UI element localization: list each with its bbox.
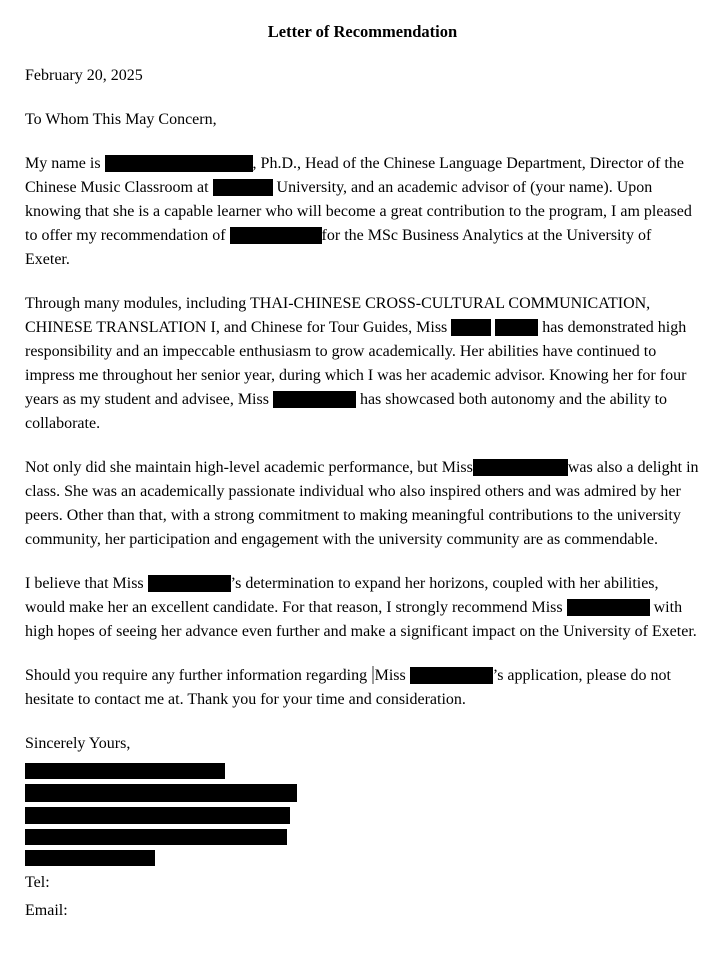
signature-redaction-bar	[25, 763, 225, 779]
paragraph	[25, 664, 700, 712]
text-segment: Through many modules, including THAI-CHINESE CROSS-CULTURAL COMMUNICATION, CHINESE TRANSLATION I, and Chinese for Tour Guides, Miss	[25, 295, 651, 336]
text-segment: Not only did she maintain high-level academic performance, but Miss	[25, 459, 473, 476]
redaction-bar	[148, 575, 231, 592]
letter-date: February 20, 2025	[25, 67, 143, 84]
text-segment: My name is	[25, 155, 105, 172]
text-segment: with high hopes of seeing her advance even further and make a significant impact on the University of Exeter.	[25, 599, 697, 640]
paragraph	[25, 152, 700, 272]
text-segment: for the MSc Business Analytics at the University of Exeter.	[25, 227, 652, 268]
paragraph	[25, 572, 700, 644]
letter-title: Letter of Recommendation	[267, 22, 458, 41]
redaction-bar	[273, 391, 356, 408]
text-segment: ’s application, please do not hesitate to contact me at. Thank you for your time and consideration.	[25, 667, 671, 708]
letter-body	[25, 152, 700, 712]
text-segment: was also a delight in class. She was an academically passionate individual who also inspired others and was admired by her peers. Other than that, with a strong commitment to making meaningful contributions to the university community, her participation and engagement with the university community are as commendable.	[25, 459, 699, 548]
redaction-bar	[451, 319, 491, 336]
text-segment: has showcased both autonomy and the ability to collaborate.	[25, 391, 668, 432]
redaction-bar	[230, 227, 322, 244]
text-segment: I believe that Miss	[25, 575, 148, 592]
signature-redaction-bar	[25, 807, 290, 824]
text-cursor	[372, 666, 374, 684]
redaction-bar	[105, 155, 253, 172]
redaction-bar	[495, 319, 538, 336]
tel-label: Tel:	[25, 874, 50, 891]
signature-block	[25, 763, 700, 866]
text-segment: , Ph.D., Head of the Chinese Language Department, Director of the Chinese Music Classroom at	[25, 155, 684, 196]
signature-redaction-bar	[25, 850, 155, 866]
redaction-bar	[213, 179, 273, 196]
signature-redaction-bar	[25, 784, 297, 802]
text-segment: Should you require any further information regarding	[25, 667, 372, 684]
salutation: To Whom This May Concern,	[25, 111, 217, 128]
signature-redaction-bar	[25, 829, 287, 845]
text-segment: Miss	[374, 667, 410, 684]
redaction-bar	[410, 667, 493, 684]
sign-off: Sincerely Yours,	[25, 735, 131, 752]
text-segment: ’s determination to expand her horizons, coupled with her abilities, would make her an excellent candidate. For that reason, I strongly recommend Miss	[25, 575, 659, 616]
redaction-bar	[567, 599, 650, 616]
paragraph	[25, 292, 700, 436]
text-segment: University, and an academic advisor of (your name). Upon knowing that she is a capable learner who will become a great contribution to the program, I am pleased to offer my recommendation of	[25, 179, 692, 244]
paragraph	[25, 456, 700, 552]
redaction-bar	[473, 459, 568, 476]
text-segment: has demonstrated high responsibility and an impeccable enthusiasm to grow academically. Her abilities have continued to impress me throughout her senior year, during which I was her academic advisor. Knowing her for four years as my student and advisee, Miss	[25, 319, 687, 408]
email-label: Email:	[25, 902, 68, 919]
